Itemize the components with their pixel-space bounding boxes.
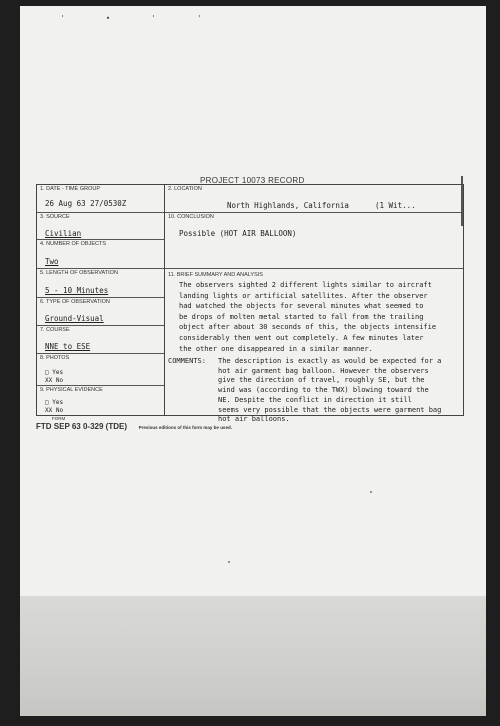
length-value: 5 - 10 Minutes (45, 286, 109, 295)
evidence-yes: □ Yes (45, 399, 64, 406)
summary-line: the other one disappeared in a similar manner. (179, 344, 373, 353)
type-cell (37, 298, 164, 326)
summary-line: considerably then went out completely. A few minutes later (179, 333, 424, 342)
left-column (37, 185, 165, 415)
form-id: FTD SEP 63 0-329 (TDE) (36, 422, 127, 431)
comment-line: hot air garment bag balloon. However the observers (218, 366, 429, 375)
comment-line: hot air balloons. (218, 415, 290, 424)
page-fold (20, 596, 486, 716)
right-column (165, 185, 463, 424)
conclusion-cell (165, 213, 463, 269)
evidence-no: XX No (45, 407, 64, 414)
location-cell (165, 185, 463, 213)
comment-line: The description is exactly as would be expected for a (218, 357, 442, 365)
punch-holes: ' • ' ' (60, 14, 220, 23)
conclusion-label: 10. CONCLUSION (168, 214, 214, 220)
photos-label: 8. PHOTOS (40, 355, 70, 361)
form-note: Previous editions of this form may be used. (138, 425, 232, 430)
location-witness: (1 Wit... (375, 201, 416, 210)
summary-line: object after about 30 seconds of this, the objects intensifie (179, 323, 437, 332)
type-label: 6. TYPE OF OBSERVATION (40, 299, 110, 305)
objects-label: 4. NUMBER OF OBJECTS (40, 241, 107, 247)
summary-line: had watched the objects for several minutes what seemed to (179, 302, 424, 311)
source-value: Civilian (45, 229, 82, 238)
conclusion-value: Possible (HOT AIR BALLOON) (179, 229, 297, 238)
speck-mark (370, 491, 372, 493)
summary-line: The observers sighted 2 different lights similar to aircraft (179, 281, 432, 289)
length-label: 5. LENGTH OF OBSERVATION (40, 270, 118, 276)
evidence-cell (37, 386, 164, 417)
form-word: FORM (52, 416, 66, 421)
course-cell (37, 326, 164, 354)
comment-line: wind was (according to the TWX) blowing toward the (218, 386, 429, 395)
record-title: PROJECT 10073 RECORD (200, 176, 305, 185)
location-label: 2. LOCATION (168, 186, 202, 192)
form-footer (36, 416, 232, 431)
photos-cell (37, 354, 164, 386)
location-value: North Highlands, California (227, 201, 349, 210)
course-label: 7. COURSE (40, 327, 70, 333)
type-value: Ground-Visual (45, 314, 104, 323)
evidence-label: 9. PHYSICAL EVIDENCE (40, 387, 103, 393)
document-page (20, 6, 486, 716)
comment-line: seems very possible that the objects were garment bag (218, 405, 442, 414)
date-time-value: 26 Aug 63 27/0530Z (45, 199, 127, 208)
objects-value: Two (45, 257, 59, 266)
date-time-label: 1. DATE - TIME GROUP (40, 186, 100, 192)
source-cell (37, 213, 164, 240)
summary-line: landing lights or artificial satellites. After the observer (179, 291, 428, 300)
length-cell (37, 269, 164, 298)
objects-cell (37, 240, 164, 269)
comment-line: NE. Despite the conflict in direction it still (218, 395, 412, 404)
photos-no: XX No (45, 377, 64, 384)
summary-label: 11. BRIEF SUMMARY AND ANALYSIS (168, 272, 263, 278)
comments-tag: COMMENTS: (168, 357, 206, 365)
course-value: NNE to ESE (45, 342, 91, 351)
comments-text (218, 357, 465, 425)
record-sheet (20, 6, 486, 598)
summary-text (179, 280, 463, 354)
date-time-cell (37, 185, 164, 213)
speck-mark (228, 561, 230, 563)
photos-yes: □ Yes (45, 369, 64, 376)
summary-line: be drops of molten metal started to fall from the trailing (179, 312, 424, 321)
comment-line: give the direction of travel, roughly SE, but the (218, 376, 425, 385)
source-label: 3. SOURCE (40, 214, 70, 220)
